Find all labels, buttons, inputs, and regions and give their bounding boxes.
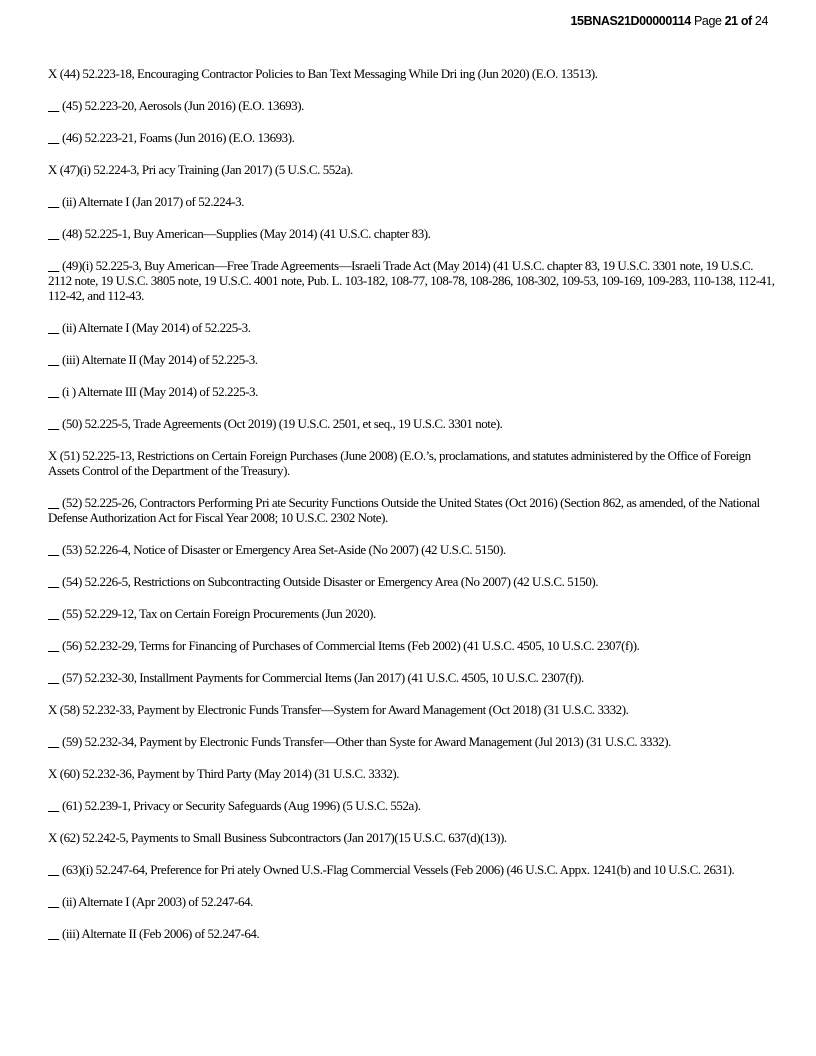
selection-mark: X <box>48 830 57 845</box>
clause-item <box>48 495 776 525</box>
selection-mark <box>48 130 59 145</box>
selection-mark <box>48 258 59 273</box>
selection-mark <box>48 416 59 431</box>
clause-item <box>48 670 776 685</box>
clause-text: (45) 52.223-20, Aerosols (Jun 2016) (E.O. 13693). <box>59 98 304 113</box>
clause-item <box>48 606 776 621</box>
clause-item <box>48 352 776 367</box>
clause-text: (58) 52.232-33, Payment by Electronic Funds Transfer—System for Award Management (Oct 2018) (31 U.S.C. 3332). <box>56 702 629 717</box>
selection-mark <box>48 352 59 367</box>
clause-text: (44) 52.223-18, Encouraging Contractor Policies to Ban Text Messaging While Dri ing (Jun 2020) (E.O. 13513). <box>56 66 598 81</box>
clause-text: (49)(i) 52.225-3, Buy American—Free Trade Agreements—Israeli Trade Act (May 2014) (41 U.S.C. chapter 83, 19 U.S.C. 3301 note, 19 U.S.C. 2112 note, 19 U.S.C. 3805 note, 19 U.S.C. 4001 note, Pub. L. 103-182, 108-77, 108-78, 108-286, 108-302, 109-53, 109-169, 109-283, 110-138, 112-41, 112-42, and 112-43. <box>48 258 775 303</box>
clause-text: (ii) Alternate I (May 2014) of 52.225-3. <box>59 320 251 335</box>
selection-mark: X <box>48 162 57 177</box>
clause-text: (53) 52.226-4, Notice of Disaster or Emergency Area Set-Aside (No 2007) (42 U.S.C. 5150). <box>59 542 506 557</box>
clause-item <box>48 926 776 941</box>
clause-text: (60) 52.232-36, Payment by Third Party (May 2014) (31 U.S.C. 3332). <box>56 766 400 781</box>
clause-item <box>48 638 776 653</box>
clause-item <box>48 894 776 909</box>
clause-item <box>48 542 776 557</box>
selection-mark <box>48 495 59 510</box>
page-number: 21 <box>724 14 738 28</box>
clause-item <box>48 830 776 845</box>
clause-text: (51) 52.225-13, Restrictions on Certain Foreign Purchases (June 2008) (E.O.’s, proclamations, and statutes administered by the Office of Foreign Assets Control of the Department of the Treasury). <box>48 448 751 478</box>
page-word: Page <box>693 14 722 28</box>
selection-mark <box>48 226 59 241</box>
selection-mark <box>48 926 59 941</box>
clause-item <box>48 162 776 177</box>
clause-item <box>48 194 776 209</box>
clause-text: (i ) Alternate III (May 2014) of 52.225-3. <box>59 384 258 399</box>
clause-text: (59) 52.232-34, Payment by Electronic Funds Transfer—Other than Syste for Award Management (Jul 2013) (31 U.S.C. 3332). <box>59 734 671 749</box>
clause-text: (61) 52.239-1, Privacy or Security Safeguards (Aug 1996) (5 U.S.C. 552a). <box>59 798 421 813</box>
clause-item <box>48 384 776 399</box>
selection-mark <box>48 98 59 113</box>
clause-item <box>48 766 776 781</box>
document-id: 15BNAS21D00000114 <box>570 14 691 28</box>
clause-text: (47)(i) 52.224-3, Pri acy Training (Jan 2017) (5 U.S.C. 552a). <box>56 162 353 177</box>
clause-item <box>48 226 776 241</box>
page-total: 24 <box>754 14 768 28</box>
clause-list <box>48 66 776 958</box>
selection-mark: X <box>48 66 57 81</box>
clause-item <box>48 416 776 431</box>
selection-mark <box>48 606 59 621</box>
selection-mark <box>48 320 59 335</box>
clause-item <box>48 798 776 813</box>
clause-text: (48) 52.225-1, Buy American—Supplies (May 2014) (41 U.S.C. chapter 83). <box>59 226 431 241</box>
selection-mark: X <box>48 766 57 781</box>
clause-item <box>48 320 776 335</box>
clause-item <box>48 862 776 877</box>
clause-item <box>48 574 776 589</box>
selection-mark <box>48 574 59 589</box>
selection-mark <box>48 734 59 749</box>
clause-item <box>48 98 776 113</box>
clause-item <box>48 702 776 717</box>
selection-mark <box>48 194 59 209</box>
clause-text: (55) 52.229-12, Tax on Certain Foreign Procurements (Jun 2020). <box>59 606 376 621</box>
clause-item <box>48 448 776 478</box>
clause-text: (iii) Alternate II (Feb 2006) of 52.247-64. <box>59 926 260 941</box>
clause-text: (ii) Alternate I (Jan 2017) of 52.224-3. <box>59 194 245 209</box>
selection-mark <box>48 798 59 813</box>
clause-text: (54) 52.226-5, Restrictions on Subcontracting Outside Disaster or Emergency Area (No 2007) (42 U.S.C. 5150). <box>59 574 599 589</box>
clause-item <box>48 130 776 145</box>
clause-text: (50) 52.225-5, Trade Agreements (Oct 2019) (19 U.S.C. 2501, et seq., 19 U.S.C. 3301 note). <box>59 416 503 431</box>
clause-item <box>48 258 776 303</box>
selection-mark <box>48 384 59 399</box>
clause-text: (57) 52.232-30, Installment Payments for Commercial Items (Jan 2017) (41 U.S.C. 4505, 10 U.S.C. 2307(f)). <box>59 670 584 685</box>
selection-mark <box>48 894 59 909</box>
clause-text: (46) 52.223-21, Foams (Jun 2016) (E.O. 13693). <box>59 130 295 145</box>
clause-text: (56) 52.232-29, Terms for Financing of Purchases of Commercial Items (Feb 2002) (41 U.S.C. 4505, 10 U.S.C. 2307(f)). <box>59 638 640 653</box>
selection-mark <box>48 638 59 653</box>
page-header <box>570 14 768 28</box>
selection-mark: X <box>48 448 57 463</box>
selection-mark <box>48 862 59 877</box>
clause-text: (62) 52.242-5, Payments to Small Business Subcontractors (Jan 2017)(15 U.S.C. 637(d)(13)). <box>56 830 507 845</box>
clause-text: (iii) Alternate II (May 2014) of 52.225-3. <box>59 352 258 367</box>
clause-item <box>48 734 776 749</box>
selection-mark: X <box>48 702 57 717</box>
clause-text: (ii) Alternate I (Apr 2003) of 52.247-64. <box>59 894 253 909</box>
selection-mark <box>48 542 59 557</box>
selection-mark <box>48 670 59 685</box>
of-word: of <box>740 14 752 28</box>
clause-item <box>48 66 776 81</box>
clause-text: (63)(i) 52.247-64, Preference for Pri ately Owned U.S.-Flag Commercial Vessels (Feb 2006) (46 U.S.C. Appx. 1241(b) and 10 U.S.C. 2631). <box>59 862 735 877</box>
clause-text: (52) 52.225-26, Contractors Performing Pri ate Security Functions Outside the United States (Oct 2016) (Section 862, as amended, of the National Defense Authorization Act for Fiscal Year 2008; 10 U.S.C. 2302 Note). <box>48 495 760 525</box>
